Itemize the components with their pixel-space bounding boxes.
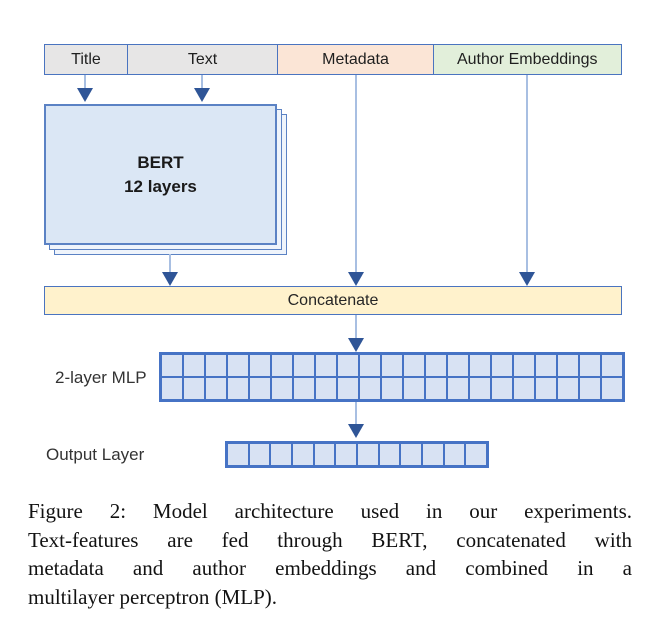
- mlp-cell: [227, 354, 249, 377]
- input-box-metadata: [277, 44, 434, 75]
- mlp-cell: [601, 377, 623, 400]
- mlp-cell: [205, 354, 227, 377]
- mlp-cell: [513, 377, 535, 400]
- arrow-head-concat-to-mlp: [348, 338, 364, 352]
- mlp-cell: [161, 377, 183, 400]
- arrow-stem-metadata-to-concat: [355, 75, 357, 272]
- output-cell: [314, 443, 336, 466]
- output-cell: [249, 443, 271, 466]
- mlp-cell: [359, 377, 381, 400]
- arrow-stem-mlp-to-output: [355, 402, 357, 424]
- output-cell: [444, 443, 466, 466]
- mlp-cell: [557, 377, 579, 400]
- output-cell: [400, 443, 422, 466]
- mlp-cell: [315, 377, 337, 400]
- arrow-stem-text-to-bert: [201, 75, 203, 89]
- mlp-cell: [491, 354, 513, 377]
- output-cell: [335, 443, 357, 466]
- mlp-cell: [535, 377, 557, 400]
- mlp-cell: [425, 354, 447, 377]
- mlp-cell: [293, 377, 315, 400]
- mlp-cell: [469, 354, 491, 377]
- mlp-cell: [249, 377, 271, 400]
- arrow-head-metadata-to-concat: [348, 272, 364, 286]
- mlp-cell: [381, 354, 403, 377]
- mlp-cell: [535, 354, 557, 377]
- input-box-title: [44, 44, 128, 75]
- mlp-cell: [359, 354, 381, 377]
- mlp-cell: [183, 377, 205, 400]
- mlp-cell: [227, 377, 249, 400]
- mlp-cell: [249, 354, 271, 377]
- output-cell: [379, 443, 401, 466]
- bert-block: [44, 104, 277, 245]
- arrow-head-title-to-bert: [77, 88, 93, 102]
- caption-line-4: multilayer perceptron (MLP).: [28, 584, 278, 609]
- mlp-cell: [579, 354, 601, 377]
- input-box-author-embeddings: [433, 44, 623, 75]
- mlp-cell: [403, 377, 425, 400]
- mlp-cell: [337, 377, 359, 400]
- caption-line-2: Text-features are fed through BERT, concatenated with: [28, 527, 632, 552]
- mlp-cell: [557, 354, 579, 377]
- mlp-cell: [271, 377, 293, 400]
- arrow-head-mlp-to-output: [348, 424, 364, 438]
- arrow-stem-title-to-bert: [84, 75, 86, 89]
- bert-block-subtitle: 12 layers: [124, 176, 197, 196]
- arrow-head-author-embeddings-to-concat: [519, 272, 535, 286]
- mlp-cell: [315, 354, 337, 377]
- mlp-cell: [293, 354, 315, 377]
- output-cell: [292, 443, 314, 466]
- concatenate-label: Concatenate: [287, 291, 379, 309]
- arrow-stem-bert-to-concat: [169, 254, 171, 272]
- mlp-cell: [205, 377, 227, 400]
- mlp-cell: [381, 377, 403, 400]
- input-box-title-label: Title: [71, 50, 101, 68]
- mlp-cell: [403, 354, 425, 377]
- mlp-grid: [159, 352, 625, 402]
- mlp-cell: [183, 354, 205, 377]
- mlp-cell: [271, 354, 293, 377]
- input-box-text-label: Text: [187, 50, 218, 68]
- caption-line-1: Figure 2: Model architecture used in our experiments.: [28, 499, 632, 523]
- output-cell: [422, 443, 444, 466]
- bert-block-title: BERT: [137, 152, 184, 172]
- mlp-cell: [161, 354, 183, 377]
- input-box-text: [127, 44, 279, 75]
- mlp-cell: [579, 377, 601, 400]
- output-cell: [357, 443, 379, 466]
- arrow-head-bert-to-concat: [162, 272, 178, 286]
- mlp-cell: [601, 354, 623, 377]
- arrow-stem-author-embeddings-to-concat: [526, 75, 528, 272]
- mlp-cell: [513, 354, 535, 377]
- mlp-cell: [337, 354, 359, 377]
- output-cell: [227, 443, 249, 466]
- mlp-cell: [425, 377, 447, 400]
- output-cell: [465, 443, 487, 466]
- output-label: Output Layer: [46, 445, 145, 464]
- input-box-author-embeddings-label: Author Embeddings: [456, 50, 598, 68]
- mlp-cell: [491, 377, 513, 400]
- caption-line-3: metadata and author embeddings and combined in a: [28, 556, 632, 580]
- arrow-stem-concat-to-mlp: [355, 315, 357, 338]
- mlp-cell: [447, 377, 469, 400]
- output-cell: [270, 443, 292, 466]
- input-box-metadata-label: Metadata: [322, 50, 389, 68]
- mlp-label: 2-layer MLP: [55, 368, 147, 387]
- concatenate-bar: [44, 286, 622, 315]
- mlp-cell: [447, 354, 469, 377]
- arrow-head-text-to-bert: [194, 88, 210, 102]
- figure-caption: [28, 497, 632, 611]
- mlp-cell: [469, 377, 491, 400]
- output-grid: [225, 441, 489, 468]
